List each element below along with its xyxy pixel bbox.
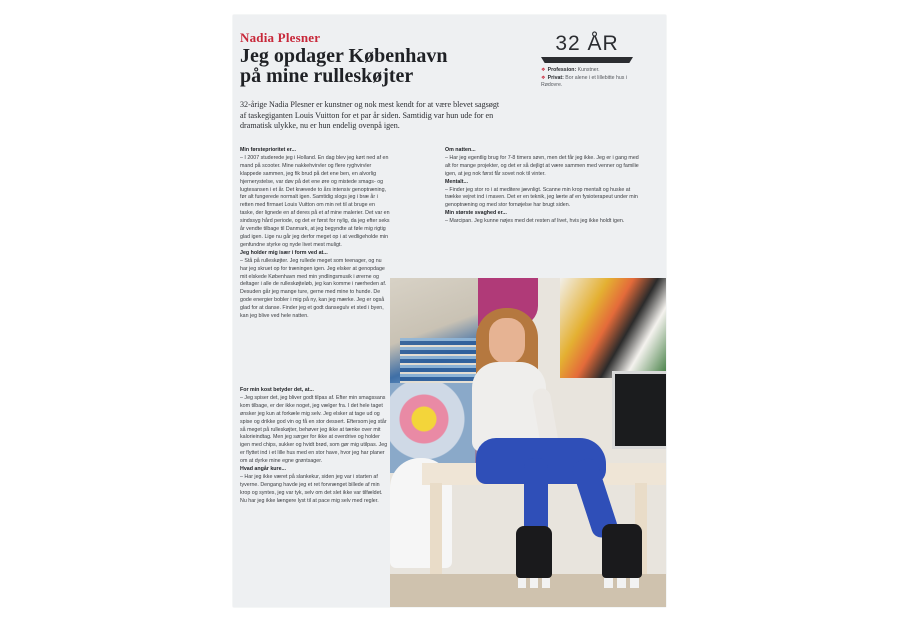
answer-text: – I 2007 studerede jeg i Holland. En dag blev jeg kørt ned af en mand på scooter. Mine nakkehvirvler og flere ryghvirvler klappede sammen, jeg fik brud på det ene ben, en alvorlig hjernerystelse, var døv på det ene øre og mistede smags- og lugtesansen i et år. Det krævede to års intensiv genoptræning, før alt fungerede normalt igen. Samtidig slogs jeg i bræ år i retten med firmaet Louis Vuitton om min ret til at bruge en taske, der lignede en af deres på et af mine malerier. Det var en sindssyg hård periode, og det er først for nylig, da jeg efter seks år vendte tilbage til Danmark, at jeg begyndte at føle mig rigtig glad igen. Lige nu går jeg derfor meget op i at vedligeholde min genfundne styrke og nyde livet mest muligt. [240,154,390,248]
roller-skate-right [602,524,642,578]
question-heading: For min kost betyder det, at... [240,387,314,393]
profession-value: Kunstner. [576,67,600,73]
column-left-top [240,147,390,321]
byline: Nadia Plesner [240,30,321,45]
answer-text: – Marcipan. Jeg kunne nøjes med det resten af livet, hvis jeg ikke holdt igen. [445,218,625,225]
headline-line-1: Jeg opdager København [240,45,448,67]
headline [240,46,500,86]
answer-text: – Jeg spiser det, jeg bliver godt tilpas af. Efter min smagssans kom tilbage, er der ikke noget, jeg vælger fra. I det hele taget ønsker jeg kun at forkæle mig selv. Jeg elsker at tage ud og spise og drikke god vin og få en stor dessert. Eftersom jeg står så meget på rulleskøjter, behøver jeg ikke at tænke over mit kalorieindtag. Men jeg sørger for ikke at overdrive og holder igen med chips, sukker og hvidt brød, som gør mig utilpas. Jeg er flyttet ind i et lille hus med en stor have, hvor jeg har planer om at dyrke mine egne grøntsager. [240,394,388,465]
question-heading: Min største svaghed er... [445,210,507,217]
column-right-top [445,147,640,226]
skate-wheels-left [518,578,552,588]
headline-line-2: på mine rulleskøjter [240,65,414,87]
column-left-bottom [240,387,390,506]
skate-wheels-right [604,578,642,588]
answer-text: – Stå på rulleskøjter. Jeg rullede meget som teenager, og nu har jeg skruet op for træningen igen. Jeg elsker at genopdage mit elskede København med min yndlingsmusik i ørerne og deltager i alle de rulleskøjteløb, jeg kan komme i nærheden af. Desuden går jeg mange ture, gerne med mine to hunde. De gode energier bobler i mig på ny, kan jeg mærke. Jeg er også glad for at danse. Finder jeg et godt dansegulv et sted i byen, kan jeg blive ved hele natten. [240,257,387,320]
magazine-page [233,15,666,607]
private-fact [541,75,633,90]
question-heading: Mentalt... [445,178,468,185]
age-label: 32 ÅR [555,32,619,55]
private-value: Bor alene i et lillebitte hus i Rødovre. [541,74,627,88]
profession-label: Profession: [547,67,577,73]
portrait-photo [390,278,666,607]
profession-fact [541,67,633,75]
question-heading: Hvad angår kure... [240,466,286,473]
arrow-banner [541,57,633,63]
answer-text: – Har jeg ikke været på slankekur, siden jeg var i starten af tyverne. Dengang havde jeg et ret forvrænget billede af min krop og syntes, jeg var tyk, selv om det slet ikke var tilfældet. Nu har jeg ikke længere lyst til at pace mig selv med regler. [240,473,383,504]
diamond-bullet-icon: ❖ [541,74,546,81]
face [489,318,525,364]
age-badge [541,32,633,90]
question-heading: Om natten... [445,147,476,153]
question-heading: Min førsteprioritet er... [240,147,296,153]
private-label: Privat: [547,74,564,81]
question-heading: Jeg holder mig især i form ved at... [240,249,328,256]
answer-text: – Har jeg egentlig brug for 7-8 timers søvn, men det får jeg ikke. Jeg er i gang med alt for mange projekter, og det er så dejligt at være sammen med venner og familie igen, at jeg nok først får sovet nok til vinter. [445,154,639,177]
answer-text: – Finder jeg stor ro i at meditere jævnligt. Scanne min krop mentalt og huske at trække vejret ind i maven. Det er en teknik, jeg lærte af en fysioterapeut under min genoptræning og med stor fornøjelse har brugt siden. [445,186,638,209]
computer-monitor [612,371,666,449]
diamond-bullet-icon: ❖ [541,67,546,73]
lead-paragraph: 32-årige Nadia Plesner er kunstner og nok mest kendt for at være blevet sagsøgt af taskegiganten Louis Vuitton for et par år siden. Samtidig var hun ude for en dramatisk ulykke, nu er hun endelig ovenpå igen. [240,100,500,131]
roller-skate-left [516,526,552,578]
painting-right [560,278,666,378]
